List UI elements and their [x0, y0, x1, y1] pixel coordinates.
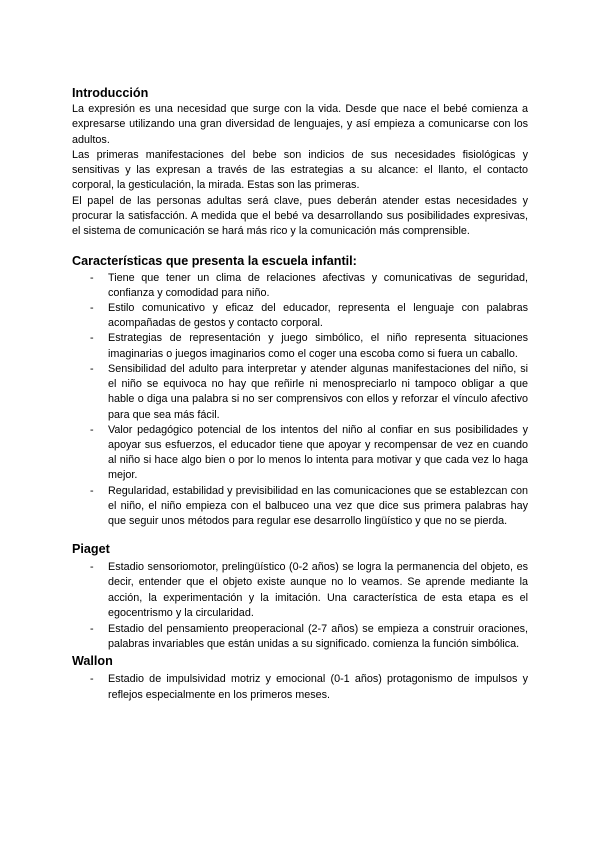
section-introduccion [72, 85, 528, 240]
document-content [72, 85, 528, 703]
list-item [72, 484, 528, 530]
caracteristicas-list [72, 271, 528, 529]
list-item-text: Tiene que tener un clima de relaciones afectivas y comunicativas de seguridad, confianza y comodidad para niño. [108, 271, 528, 299]
bullet-dash: - [90, 271, 94, 284]
section-wallon [72, 653, 528, 702]
list-item [72, 301, 528, 331]
piaget-list [72, 560, 528, 652]
bullet-dash: - [90, 622, 94, 635]
list-item [72, 560, 528, 621]
bullet-dash: - [90, 423, 94, 436]
bullet-dash: - [90, 484, 94, 497]
intro-paragraph: Las primeras manifestaciones del bebe son indicios de sus necesidades fisiológicas y sensitivas y las expresan a través de las estrategias a su alcance: el llanto, el contacto corporal, la gesticulación, la mirada. Estas son las primeras. [72, 148, 528, 192]
bullet-dash: - [90, 302, 94, 315]
section-caracteristicas [72, 253, 528, 529]
list-item [72, 423, 528, 484]
list-item-text: Sensibilidad del adulto para interpretar y atender algunas manifestaciones del niño, si el niño se equivoca no hay que reñirle ni menospreciarlo ni tampoco obligar a que hable o diga una palabra si no ser comprensivos con ellos y reforzar el vínculo afectivo para que sea más fácil. [108, 362, 528, 421]
list-item [72, 362, 528, 423]
bullet-dash: - [90, 362, 94, 375]
list-item-text: Regularidad, estabilidad y previsibilidad en las comunicaciones que se establezcan con el niño, el niño empieza con el balbuceo una vez que dice sus primera palabras hay que seguir unos métodos para regular ese desarrollo lingüístico y que no se pierda. [108, 484, 528, 527]
list-item-text: Estilo comunicativo y eficaz del educador, representa el lenguaje con palabras acompañadas de gestos y contacto corporal. [108, 302, 528, 330]
list-item [72, 672, 528, 702]
section-heading-introduccion: Introducción [72, 86, 149, 100]
list-item [72, 271, 528, 301]
intro-paragraph: El papel de las personas adultas será clave, pues deberán atender estas necesidades y procurar la satisfacción. A medida que el bebé va desarrollando sus posibilidades expresivas, el sistema de comunicación se hará más rico y la comunicación más comprensible. [72, 194, 528, 238]
intro-paragraph: La expresión es una necesidad que surge con la vida. Desde que nace el bebé comienza a expresarse utilizando una gran diversidad de lenguajes, y así empieza a comunicarse con los adultos. [72, 103, 528, 146]
section-heading-wallon: Wallon [72, 654, 113, 669]
list-item-text: Estadio de impulsividad motriz y emocional (0-1 años) protagonismo de impulsos y reflejos especialmente en los primeros meses. [108, 673, 528, 701]
list-item [72, 331, 528, 361]
section-piaget [72, 541, 528, 652]
wallon-list [72, 672, 528, 702]
list-item [72, 622, 528, 652]
bullet-dash: - [90, 673, 94, 686]
bullet-dash: - [90, 332, 94, 345]
section-heading-caracteristicas: Características que presenta la escuela infantil: [72, 253, 357, 268]
list-item-text: Estrategias de representación y juego simbólico, el niño representa situaciones imaginarias o juegos imaginarios como el coger una escoba como si fuera un caballo. [108, 332, 528, 360]
list-item-text: Estadio sensoriomotor, prelingüístico (0-2 años) se logra la permanencia del objeto, es decir, entender que el objeto existe aunque no lo veamos. Se aprende mediante la acción, la experimentación y la imitación. Una característica de esta etapa es el egocentrismo y la circularidad. [108, 561, 528, 619]
section-heading-piaget: Piaget [72, 542, 110, 557]
list-item-text: Valor pedagógico potencial de los intentos del niño al confiar en sus posibilidades y apoyar sus esfuerzos, el educador tiene que apoyar y recompensar de vez en cuando al niño si hace algo bien o por lo menos lo intenta para motivar y que cada vez lo haga mejor. [108, 423, 528, 482]
list-item-text: Estadio del pensamiento preoperacional (2-7 años) se empieza a construir oraciones, palabras invariables que están unidas a su significado. comienza la función simbólica. [108, 622, 528, 651]
bullet-dash: - [90, 561, 94, 574]
